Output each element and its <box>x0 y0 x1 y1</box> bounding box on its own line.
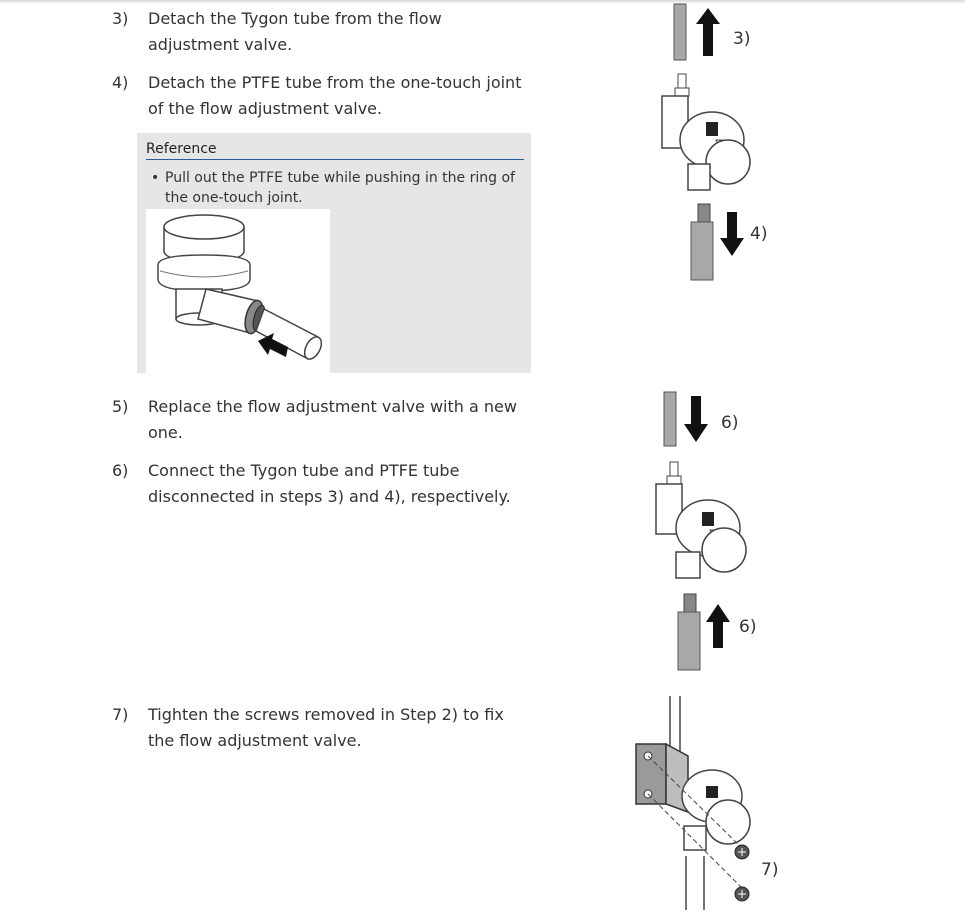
step-number: 6) <box>112 461 129 480</box>
reference-box <box>137 133 531 373</box>
top-divider <box>0 0 965 4</box>
step-text: Tighten the screws removed in Step 2) to fix the flow adjustment valve. <box>148 705 504 750</box>
step-text: Detach the Tygon tube from the flow adjustment valve. <box>148 9 442 54</box>
reference-text: Pull out the PTFE tube while pushing in the ring of the one-touch joint. <box>165 170 515 206</box>
reference-title: Reference <box>146 140 524 160</box>
connect-tubes-illustration <box>640 388 780 674</box>
detach-tubes-illustration <box>640 0 780 285</box>
step-text: Replace the flow adjustment valve with a new one. <box>148 397 517 442</box>
step-number: 4) <box>112 73 129 92</box>
figure-label: 6) <box>739 617 757 637</box>
figure-label: 3) <box>733 29 751 49</box>
step-number: 5) <box>112 397 129 416</box>
step-number: 3) <box>112 9 129 28</box>
step-text: Connect the Tygon tube and PTFE tube disconnected in steps 3) and 4), respectively. <box>148 461 511 506</box>
bullet-icon: • <box>151 170 160 186</box>
figure-label: 7) <box>761 860 779 880</box>
figure-label: 4) <box>750 224 768 244</box>
step-number: 7) <box>112 705 129 724</box>
step-text: Detach the PTFE tube from the one-touch joint of the flow adjustment valve. <box>148 73 522 118</box>
one-touch-joint-illustration <box>146 209 330 373</box>
tighten-screws-illustration <box>630 696 790 910</box>
figure-label: 6) <box>721 413 739 433</box>
